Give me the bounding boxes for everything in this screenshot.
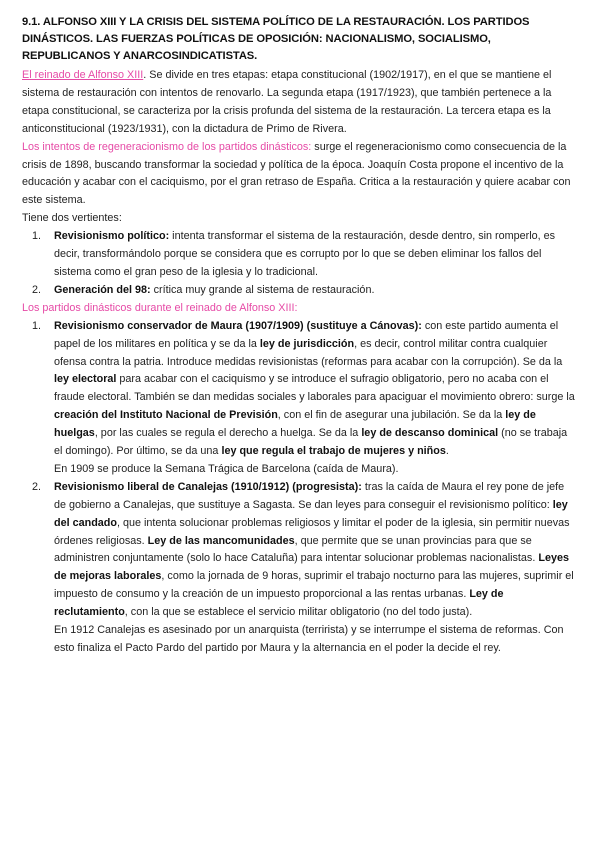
canalejas-extra: En 1912 Canalejas es asesinado por un anarquista (terrirista) y se interrumpe el sistema de reformas. Con esto finaliza el Pacto Pardo del partido por Maura y la alternancia en el poder la decide el rey. — [54, 624, 564, 654]
item-bold: Ley de las mancomunidades — [147, 534, 295, 547]
item-text: , por las cuales se regula el derecho a huelga. Se da la — [94, 427, 362, 440]
item-bold: ley electoral — [54, 373, 117, 386]
item-bold: Revisionismo conservador de Maura (1907/1909) (sustituye a Cánovas): — [54, 319, 422, 332]
vertientes-list — [22, 228, 578, 300]
item-text: , que permite que se unan provincias para que se administren conjuntamente (solo lo hace Cataluña) para intentar solucionar problemas nacionalistas. — [54, 534, 539, 565]
reinado-heading: El reinado de Alfonso XIII — [22, 69, 144, 81]
item-bold: ley de descanso dominical — [361, 427, 499, 440]
item-text: , es decir, control militar contra cualquier ofensa contra la patria. Introduce medidas revisionistas (reformas para acabar con la corrupción). Se da la — [54, 337, 563, 368]
item-text: , con el fin de asegurar una jubilación. Se da la — [277, 409, 506, 422]
item-bold: Leyes de mejoras laborales — [54, 552, 569, 583]
item-text: intenta transformar el sistema de la restauración, desde dentro, sin romperlo, es decir, transformándolo porque se considera que es corrupto por lo que se deben eliminar los fallos del sistema como el gran peso de la iglesia y lo tradicional. — [54, 230, 556, 278]
item-text: , que intenta solucionar problemas religiosos y limitar el poder de la iglesia, sin permitir nuevas órdenes religiosas. — [54, 516, 570, 547]
regeneracionismo-heading: Los intentos de regeneracionismo de los partidos dinásticos: — [22, 140, 312, 153]
regeneracionismo-text: surge el regeneracionismo como consecuencia de la crisis de 1898, buscando transformar la sociedad y política de la época. Joaquín Costa propone el incentivo de la educación y acabar con el caciquismo, por el gran retraso de España. Critica a la restauración y quiere acabar con este sistema. — [22, 140, 571, 207]
item-text: , con la que se establece el servicio militar obligatorio (no del todo justa). — [124, 606, 473, 619]
list-item-maura — [22, 318, 578, 479]
list-item — [22, 282, 578, 300]
partidos-list — [22, 318, 578, 658]
maura-extra: En 1909 se produce la Semana Trágica de Barcelona (caída de Maura). — [54, 462, 399, 475]
item-text: para acabar con el caciquismo y se introduce el sufragio obligatorio, pero no acaba con el fraude electoral. También se dan medidas sociales y laborales para apaciguar el movimiento obrero: surge la — [54, 373, 575, 404]
item-bold: creación del Instituto Nacional de Previsión — [54, 409, 278, 422]
item-text: tras la caída de Maura el rey pone de jefe de gobierno a Canalejas, que sustituye a Sagasta. Se dan leyes para conseguir el revisionismo político: — [54, 480, 565, 511]
item-bold: Revisionismo liberal de Canalejas (1910/1912) (progresista): — [54, 480, 362, 493]
list-number: 2. — [32, 480, 42, 493]
list-number: 1. — [32, 230, 42, 243]
list-number: 1. — [32, 319, 42, 332]
item-bold: Revisionismo político: — [54, 230, 170, 243]
regeneracionismo-paragraph — [22, 139, 578, 211]
item-text: , como la jornada de 9 horas, suprimir el trabajo nocturno para las mujeres, suprimir el impuesto de consumo y la creación de un impuesto proporcional a las rentas urbanas. — [54, 570, 574, 601]
item-bold: Generación del 98: — [54, 283, 151, 296]
document-title: 9.1. ALFONSO XIII Y LA CRISIS DEL SISTEMA POLÍTICO DE LA RESTAURACIÓN. LOS PARTIDOS DINÁSTICOS. LAS FUERZAS POLÍTICAS DE OPOSICIÓN: NACIONALISMO, SOCIALISMO, REPUBLICANOS Y ANARCOSINDICATISTAS. — [22, 16, 530, 62]
item-bold: ley de huelgas — [54, 409, 536, 440]
list-item — [22, 228, 578, 282]
partidos-heading — [22, 300, 578, 318]
reinado-paragraph — [22, 67, 578, 139]
item-bold: ley que regula el trabajo de mujeres y niños — [221, 445, 446, 458]
list-item-canalejas — [22, 479, 578, 658]
partidos-heading-text: Los partidos dinásticos durante el reinado de Alfonso XIII: — [22, 301, 298, 314]
list-number: 2. — [32, 283, 42, 296]
item-text: (no se trabaja el domingo). Por último, se da una — [54, 427, 568, 458]
item-text: crítica muy grande al sistema de restauración. — [150, 283, 375, 296]
item-bold: ley de jurisdicción — [259, 337, 355, 350]
item-text: . — [445, 445, 449, 458]
item-bold: Ley de reclutamiento — [54, 588, 504, 619]
item-text: con este partido aumenta el papel de los militares en política y se da la — [54, 319, 559, 350]
item-bold: ley del candado — [54, 498, 568, 529]
reinado-text: . Se divide en tres etapas: etapa constitucional (1902/1917), en el que se mantiene el sistema de restauración con intentos de renovarlo. La segunda etapa (1917/1923), que también pertenece a la etapa constitucional, se caracteriza por la crisis profunda del sistema de la restauración. La tercera etapa es la anticonstitucional (1923/1931), con la dictadura de Primo de Rivera. — [22, 69, 552, 135]
vertientes-intro: Tiene dos vertientes: — [22, 212, 122, 225]
